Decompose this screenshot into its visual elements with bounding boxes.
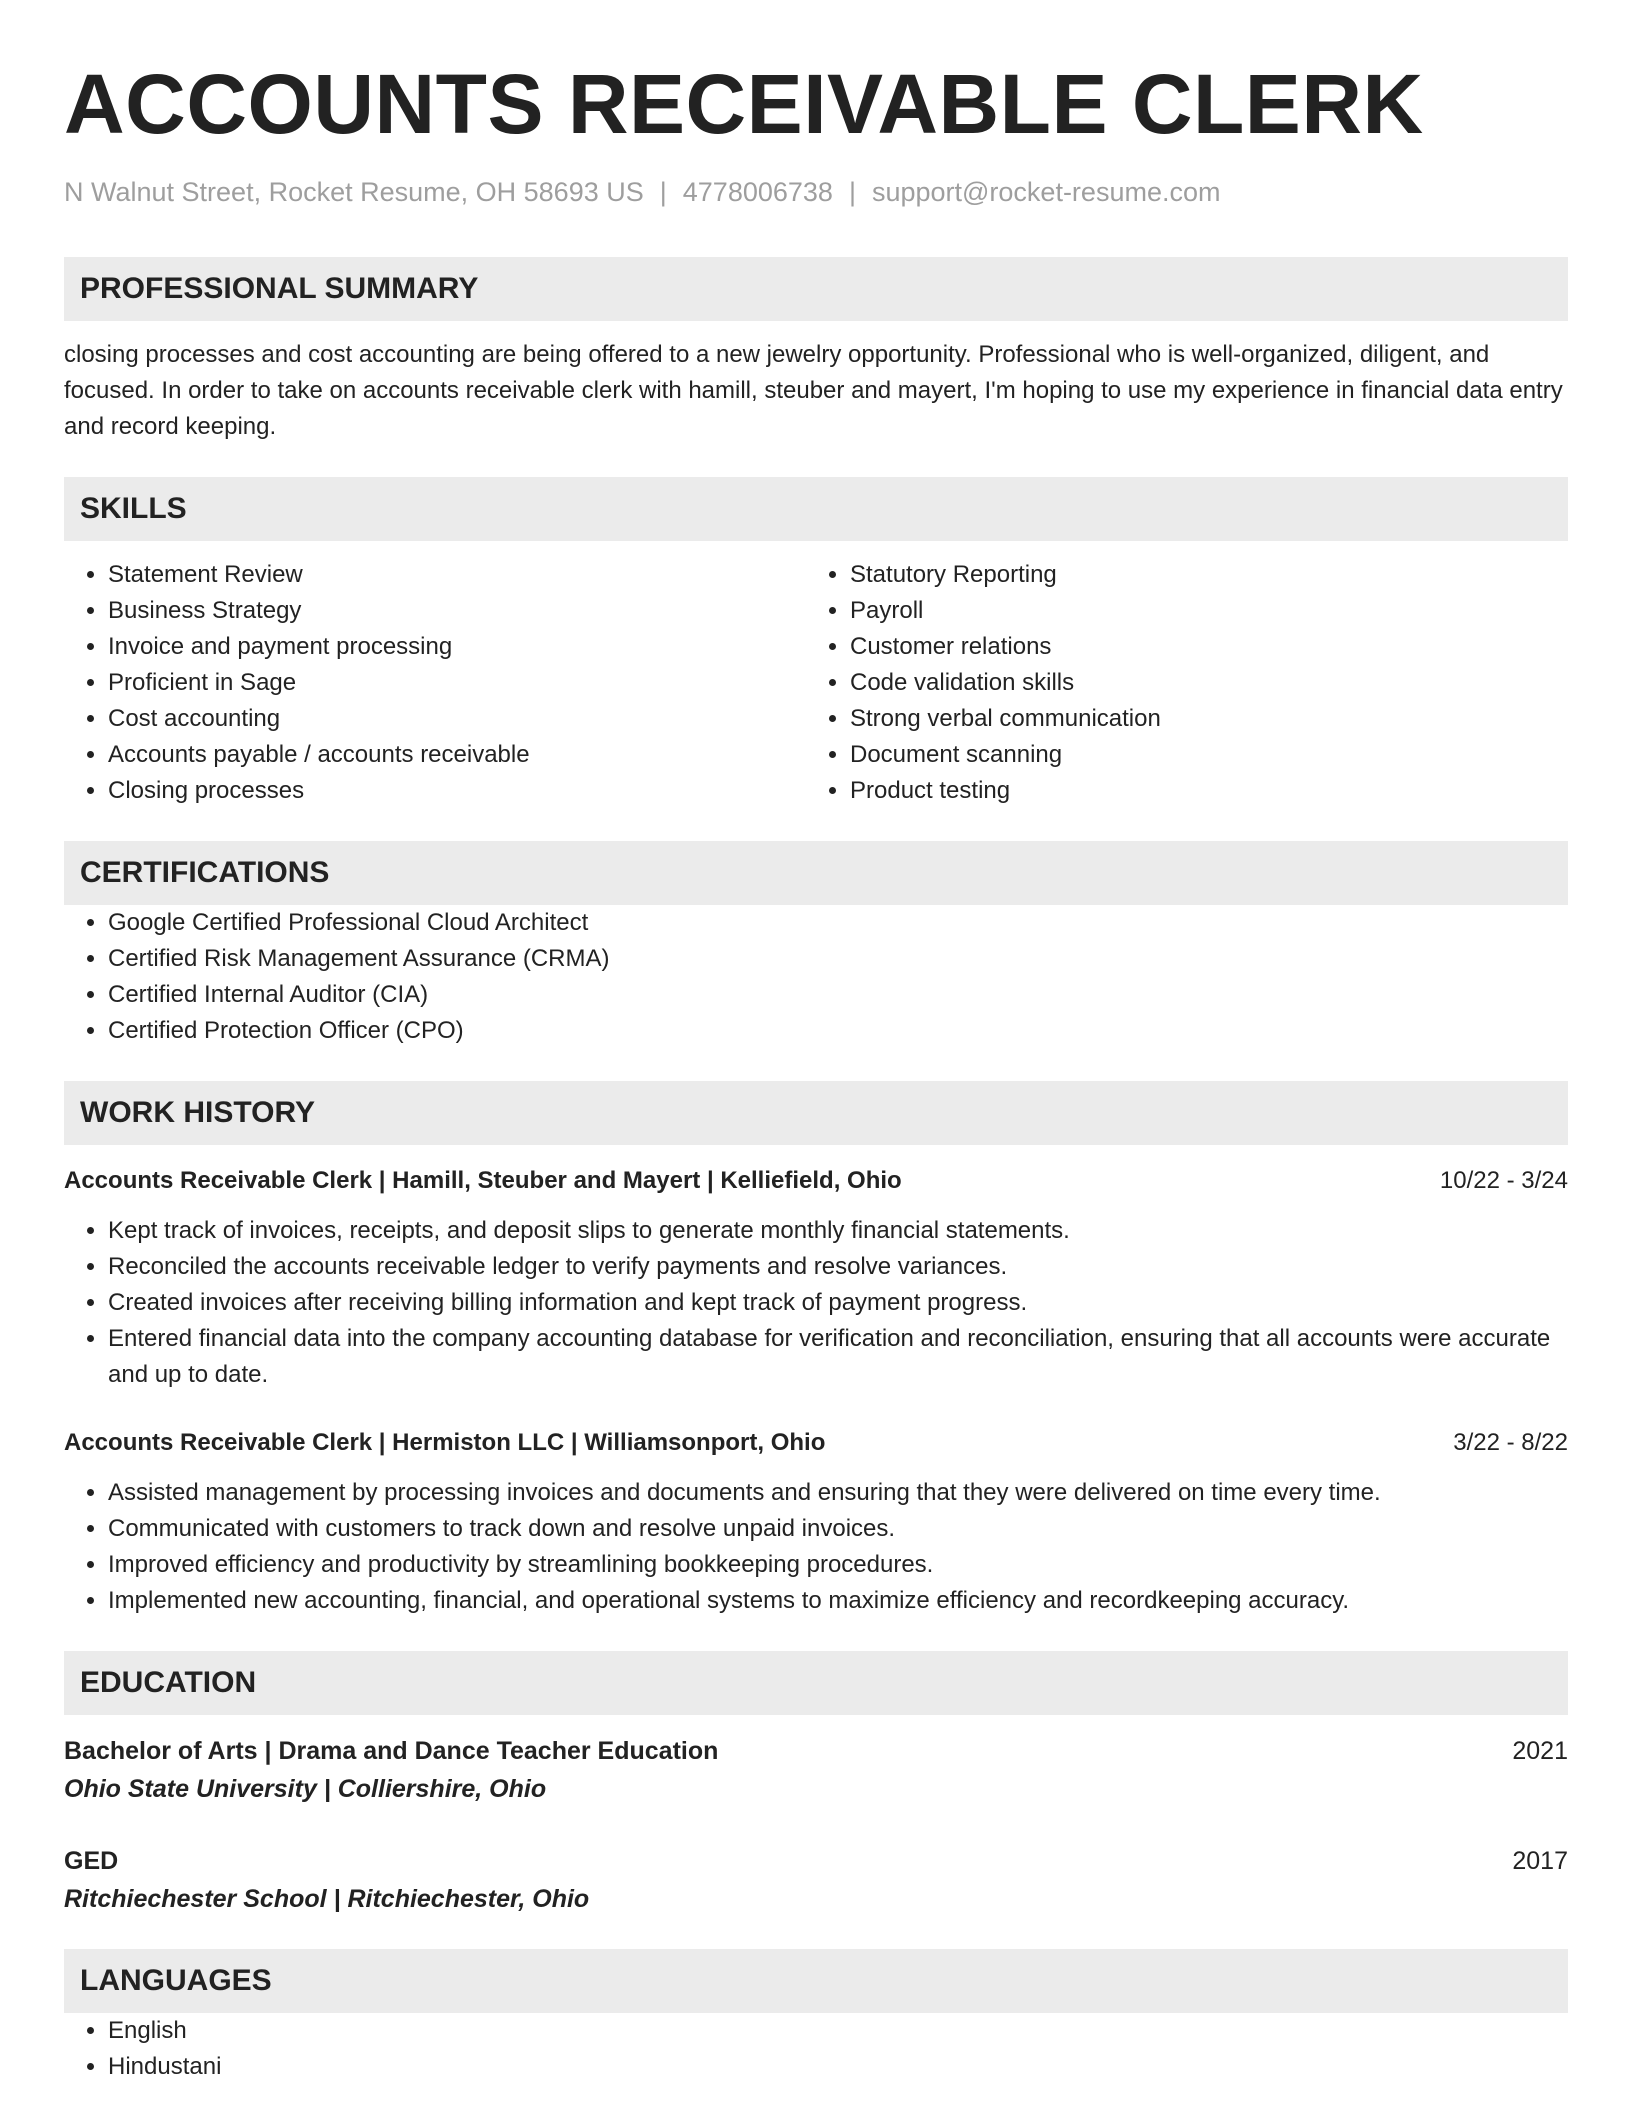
skill-item: • Invoice and payment processing <box>108 629 806 665</box>
contact-separator: | <box>659 177 667 207</box>
education-school: Ritchiechester School | Ritchiechester, Ohio <box>64 1885 590 1913</box>
language-item: • English <box>108 2013 1568 2049</box>
contact-email: support@rocket-resume.com <box>871 177 1221 207</box>
skills-left-list <box>64 557 806 809</box>
skill-item: • Payroll <box>850 593 1548 629</box>
skill-item: • Cost accounting <box>108 701 806 737</box>
job-bullet: • Implemented new accounting, financial, and operational systems to maximize efficiency and recordkeeping accuracy. <box>108 1583 1568 1619</box>
skill-item: • Strong verbal communication <box>850 701 1548 737</box>
education-entry <box>64 1733 1568 1807</box>
job-entry <box>64 1163 1568 1393</box>
skills-right-column <box>806 557 1548 809</box>
skill-item: • Closing processes <box>108 773 806 809</box>
languages-list <box>64 2013 1568 2085</box>
certifications-heading: CERTIFICATIONS <box>64 841 1568 905</box>
resume-name-title: ACCOUNTS RECEIVABLE CLERK <box>64 57 1424 151</box>
contact-phone: 4778006738 <box>682 177 833 207</box>
job-bullet: • Assisted management by processing invoices and documents and ensuring that they were delivered on time every time. <box>108 1475 1568 1511</box>
job-header <box>64 1163 1568 1199</box>
job-bullet: • Reconciled the accounts receivable ledger to verify payments and resolve variances. <box>108 1249 1568 1285</box>
job-dates: 3/22 - 8/22 <box>1453 1429 1568 1456</box>
education-header <box>64 1733 1568 1769</box>
education-year: 2017 <box>1512 1847 1568 1875</box>
certification-item: • Certified Internal Auditor (CIA) <box>108 977 1568 1013</box>
skill-item: • Code validation skills <box>850 665 1548 701</box>
job-bullets <box>64 1213 1568 1393</box>
skill-item: • Statement Review <box>108 557 806 593</box>
education-heading: EDUCATION <box>64 1651 1568 1715</box>
skill-item: • Customer relations <box>850 629 1548 665</box>
education-header <box>64 1843 1568 1879</box>
education-school: Ohio State University | Colliershire, Ohio <box>64 1775 547 1803</box>
skill-item: • Statutory Reporting <box>850 557 1548 593</box>
job-bullet: • Kept track of invoices, receipts, and deposit slips to generate monthly financial statements. <box>108 1213 1568 1249</box>
job-bullet: • Improved efficiency and productivity by streamlining bookkeeping procedures. <box>108 1547 1568 1583</box>
certifications-list <box>64 905 1568 1049</box>
skills-left-column <box>64 557 806 809</box>
contact-separator: | <box>848 177 856 207</box>
education-year: 2021 <box>1512 1737 1568 1765</box>
skill-item: • Document scanning <box>850 737 1548 773</box>
education-entry <box>64 1843 1568 1917</box>
summary-text: closing processes and cost accounting are being offered to a new jewelry opportunity. Professional who is well-organized, diligent, and focused. In order to take on accounts receivable clerk with hamill, steuber and mayert, I'm hoping to use my experience in financial data entry and record keeping. <box>64 341 1563 440</box>
job-entry <box>64 1425 1568 1619</box>
skill-item: • Accounts payable / accounts receivable <box>108 737 806 773</box>
contact-address: N Walnut Street, Rocket Resume, OH 58693 US <box>64 177 644 207</box>
summary-heading: PROFESSIONAL SUMMARY <box>64 257 1568 321</box>
certification-item: • Google Certified Professional Cloud Architect <box>108 905 1568 941</box>
education-degree: Bachelor of Arts | Drama and Dance Teacher Education <box>64 1737 719 1765</box>
job-bullet: • Communicated with customers to track down and resolve unpaid invoices. <box>108 1511 1568 1547</box>
job-bullet: • Entered financial data into the company accounting database for verification and reconciliation, ensuring that all accounts were accurate and up to date. <box>108 1321 1568 1393</box>
work-history-heading: WORK HISTORY <box>64 1081 1568 1145</box>
job-header <box>64 1425 1568 1461</box>
certification-item: • Certified Protection Officer (CPO) <box>108 1013 1568 1049</box>
skills-right-list <box>806 557 1548 809</box>
job-title: Accounts Receivable Clerk | Hamill, Steuber and Mayert | Kelliefield, Ohio <box>64 1167 902 1194</box>
languages-heading: LANGUAGES <box>64 1949 1568 2013</box>
language-item: • Hindustani <box>108 2049 1568 2085</box>
skills-columns <box>64 557 1568 809</box>
skills-heading: SKILLS <box>64 477 1568 541</box>
job-title: Accounts Receivable Clerk | Hermiston LLC | Williamsonport, Ohio <box>64 1429 826 1456</box>
skill-item: • Proficient in Sage <box>108 665 806 701</box>
certification-item: • Certified Risk Management Assurance (CRMA) <box>108 941 1568 977</box>
job-dates: 10/22 - 3/24 <box>1439 1167 1568 1194</box>
job-bullets <box>64 1475 1568 1619</box>
contact-line <box>64 174 1568 210</box>
skill-item: • Product testing <box>850 773 1548 809</box>
skill-item: • Business Strategy <box>108 593 806 629</box>
job-bullet: • Created invoices after receiving billing information and kept track of payment progress. <box>108 1285 1568 1321</box>
education-degree: GED <box>64 1847 119 1875</box>
